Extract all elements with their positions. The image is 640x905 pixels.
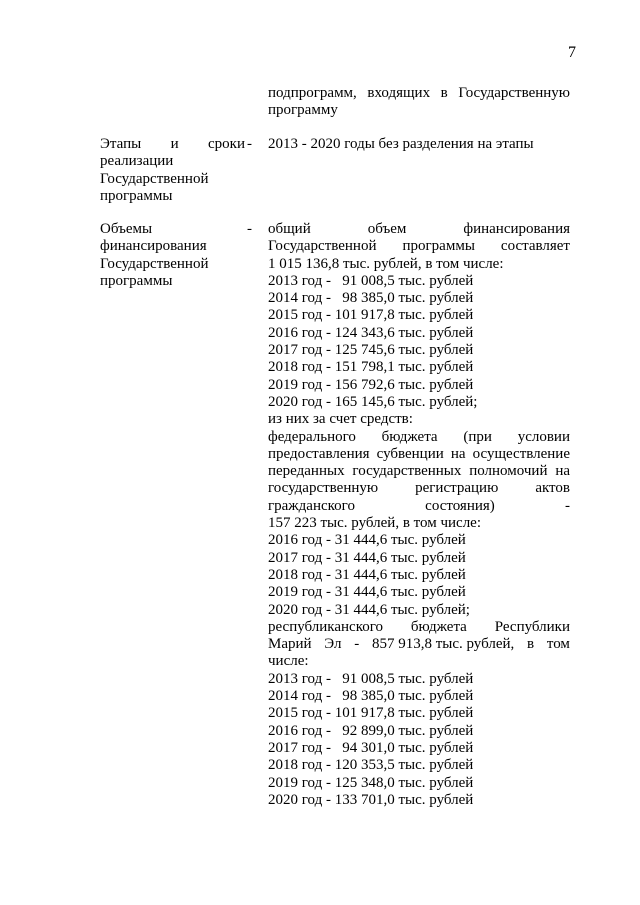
- total-year-line: 2019 год - 156 792,6 тыс. рублей: [268, 376, 474, 393]
- republic-year-line: 2017 год - 94 301,0 тыс. рублей: [268, 739, 474, 756]
- federal-year-line: 2017 год - 31 444,6 тыс. рублей: [268, 549, 466, 566]
- stages-value: [268, 136, 570, 153]
- word: Этапы: [100, 136, 142, 152]
- word: регистрацию: [415, 480, 499, 497]
- volumes-label: [100, 221, 252, 290]
- word: -: [565, 497, 570, 514]
- federal-line: переданных государственных полномочий на: [268, 463, 570, 480]
- republic-year-line: 2018 год - 120 353,5 тыс. рублей: [268, 757, 474, 774]
- federal-line: предоставления субвенции на осуществление: [268, 445, 570, 462]
- word: гражданского: [268, 497, 355, 514]
- republic-year-line: 2020 год - 133 701,0 тыс. рублей: [268, 791, 474, 808]
- republic-year-line: 2019 год - 125 348,0 тыс. рублей: [268, 774, 474, 791]
- word: том: [546, 636, 570, 653]
- word: государственную: [268, 480, 379, 497]
- federal-year-line: 2018 год - 31 444,6 тыс. рублей: [268, 566, 466, 583]
- volumes-label-line: Государственной: [100, 255, 209, 272]
- total-year-line: 2016 год - 124 343,6 тыс. рублей: [268, 324, 474, 341]
- intro-line: [268, 238, 570, 255]
- word: Марий: [268, 636, 312, 653]
- total-year-line: 2013 год - 91 008,5 тыс. рублей: [268, 272, 474, 289]
- word: бюджета: [410, 618, 467, 635]
- republic-line: [268, 636, 570, 653]
- word: Эл: [324, 636, 342, 653]
- word: программы: [402, 238, 475, 255]
- federal-year-line: 2020 год - 31 444,6 тыс. рублей;: [268, 601, 470, 618]
- federal-year-line: 2019 год - 31 444,6 тыс. рублей: [268, 584, 466, 601]
- volumes-dash: -: [247, 221, 252, 237]
- total-year-line: 2015 год - 101 917,8 тыс. рублей: [268, 307, 474, 324]
- stages-value-text: 2013 - 2020 годы без разделения на этапы: [268, 136, 534, 152]
- total-year-line: 2020 год - 165 145,6 тыс. рублей;: [268, 393, 478, 410]
- intro-line: [268, 221, 570, 238]
- word: и: [170, 136, 179, 152]
- volumes-label-line: финансирования: [100, 238, 207, 255]
- federal-line: [268, 480, 570, 497]
- republic-year-line: 2015 год - 101 917,8 тыс. рублей: [268, 705, 474, 722]
- total-year-line: 2014 год - 98 385,0 тыс. рублей: [268, 290, 474, 307]
- continuation-text: [268, 85, 570, 120]
- republic-line: [268, 619, 570, 636]
- word: Государственной: [268, 238, 377, 255]
- word: 857 913,8 тыс. рублей,: [371, 636, 515, 653]
- word: федерального: [268, 428, 356, 445]
- word: общий: [268, 221, 311, 237]
- volumes-label-line: Объемы: [100, 221, 153, 237]
- stages-label: [100, 136, 252, 205]
- stages-label-line: Государственной: [100, 170, 209, 187]
- word: Республики: [494, 618, 570, 635]
- word: актов: [535, 480, 570, 497]
- republic-line: числе:: [268, 653, 309, 670]
- word: (при: [463, 428, 492, 445]
- page-number: 7: [568, 44, 576, 61]
- word: в: [527, 636, 535, 653]
- word: -: [354, 636, 360, 653]
- stages-dash: -: [247, 136, 252, 152]
- volumes-value: [268, 221, 570, 809]
- word: объем: [367, 221, 407, 237]
- continuation-line: подпрограмм, входящих в Государственную: [268, 85, 570, 101]
- total-year-line: 2018 год - 151 798,1 тыс. рублей: [268, 359, 474, 376]
- federal-line: [268, 429, 570, 446]
- word: условии: [517, 428, 570, 445]
- federal-line: [268, 498, 570, 515]
- stages-label-line: программы: [100, 187, 173, 204]
- word: сроки: [208, 136, 245, 152]
- republic-year-line: 2014 год - 98 385,0 тыс. рублей: [268, 688, 474, 705]
- from-them-line: из них за счет средств:: [268, 411, 413, 428]
- volumes-label-line: программы: [100, 272, 173, 289]
- word: республиканского: [268, 618, 383, 635]
- continuation-line: программу: [268, 102, 338, 119]
- republic-year-line: 2013 год - 91 008,5 тыс. рублей: [268, 670, 474, 687]
- word: составляет: [500, 238, 570, 255]
- word: состояния): [425, 497, 495, 514]
- total-year-line: 2017 год - 125 745,6 тыс. рублей: [268, 342, 474, 359]
- word: финансирования: [463, 221, 570, 237]
- stages-label-line: [100, 136, 245, 153]
- federal-total-line: 157 223 тыс. рублей, в том числе:: [268, 515, 482, 532]
- federal-year-line: 2016 год - 31 444,6 тыс. рублей: [268, 532, 466, 549]
- republic-year-line: 2016 год - 92 899,0 тыс. рублей: [268, 722, 474, 739]
- stages-label-line: реализации: [100, 153, 174, 170]
- intro-line: 1 015 136,8 тыс. рублей, в том числе:: [268, 255, 504, 272]
- word: бюджета: [381, 428, 438, 445]
